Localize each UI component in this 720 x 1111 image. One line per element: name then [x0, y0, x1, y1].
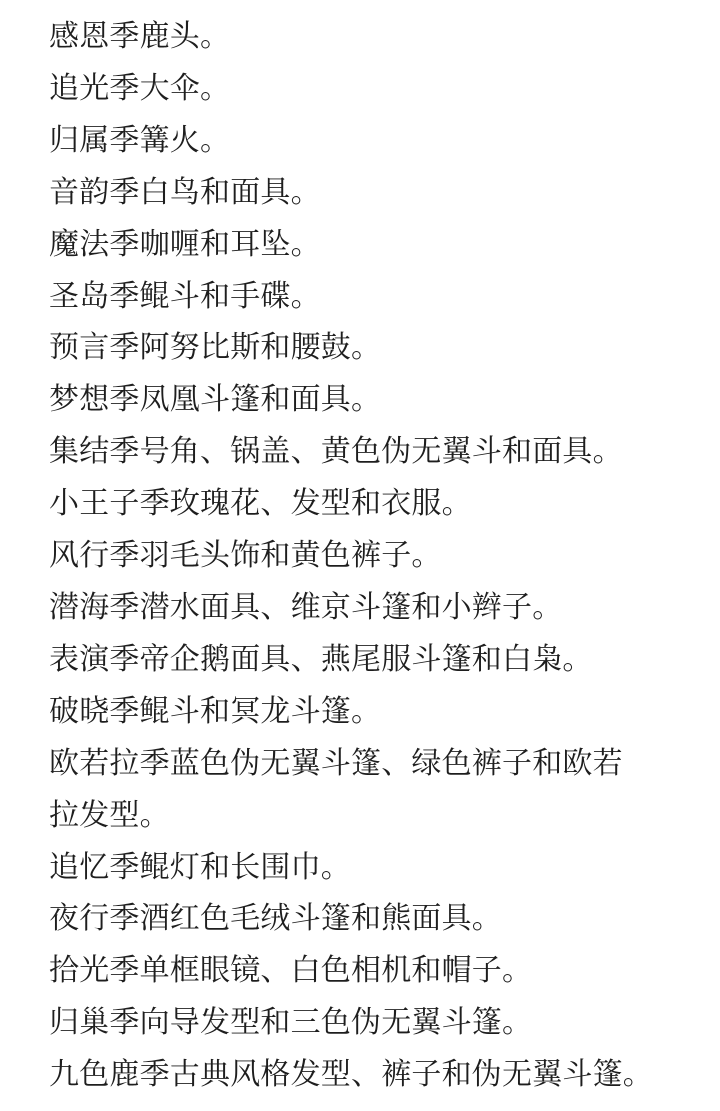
- text-line: 小王子季玫瑰花、发型和衣服。: [49, 486, 472, 522]
- text-line: 拾光季单框眼镜、白色相机和帽子。: [49, 953, 533, 989]
- text-line: 表演季帝企鹅面具、燕尾服斗篷和白枭。: [49, 641, 593, 677]
- text-line: 追光季大伞。: [49, 70, 231, 106]
- text-line: 夜行季酒红色毛绒斗篷和熊面具。: [49, 901, 502, 937]
- season-items-list: [49, 11, 689, 1101]
- text-line: 破晓季鲲斗和冥龙斗篷。: [49, 693, 382, 729]
- text-line: 风行季羽毛头饰和黄色裤子。: [49, 538, 442, 574]
- text-line: 圣岛季鲲斗和手碟。: [49, 278, 321, 314]
- text-line: 魔法季咖喱和耳坠。: [49, 226, 321, 262]
- text-line: 感恩季鹿头。: [49, 19, 231, 54]
- text-line: 九色鹿季古典风格发型、裤子和伪无翼斗篷。: [49, 1057, 653, 1093]
- text-line: 潜海季潜水面具、维京斗篷和小辫子。: [49, 589, 563, 625]
- text-line: 欧若拉季蓝色伪无翼斗篷、绿色裤子和欧若: [49, 745, 623, 781]
- text-line: 拉发型。: [49, 797, 170, 833]
- text-line: 归巢季向导发型和三色伪无翼斗篷。: [49, 1005, 533, 1041]
- text-line: 追忆季鲲灯和长围巾。: [49, 849, 351, 885]
- text-line: 集结季号角、锅盖、黄色伪无翼斗和面具。: [49, 434, 623, 470]
- text-line: 预言季阿努比斯和腰鼓。: [49, 330, 382, 366]
- text-line: 归属季篝火。: [49, 122, 231, 158]
- text-line: 音韵季白鸟和面具。: [49, 174, 321, 210]
- text-line: 梦想季凤凰斗篷和面具。: [49, 382, 382, 418]
